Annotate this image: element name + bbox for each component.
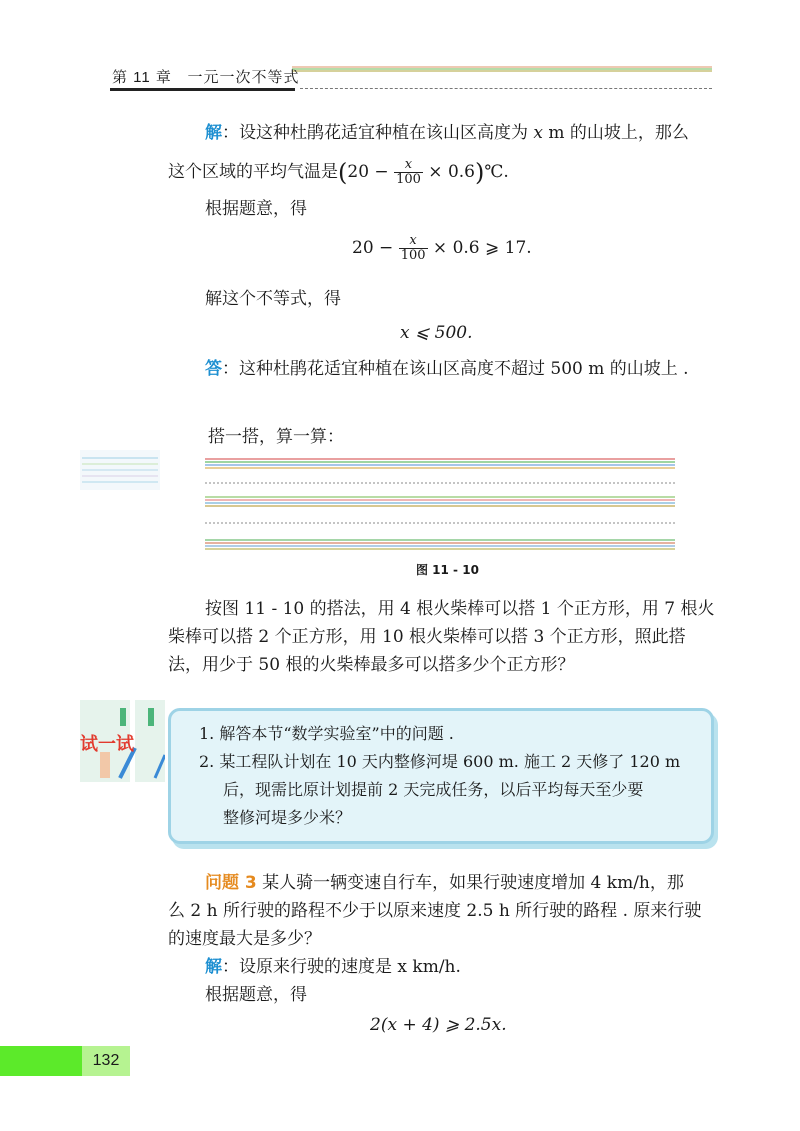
page-number: 132 [82,1046,130,1076]
matchstick-row-1 [205,459,675,468]
solve-text: 解这个不等式，得 [205,289,341,309]
figure-caption: 图 11 - 10 [416,563,479,577]
fraction-numerator: x [394,158,423,173]
solution-text: ：设这种杜鹃花适宜种植在该山区高度为 [222,123,534,143]
exercise-item-2-line-2: 后，现需比原计划提前 2 天完成任务，以后平均每天至少要 [223,780,644,799]
problem3-line-3: 的速度最大是多少？ [168,929,321,949]
side-decoration [80,450,160,490]
expr-20: 20 − [347,162,389,182]
solution-line-2 [168,156,509,189]
fraction-denominator-b: 100 [400,248,426,263]
answer-label: 答 [205,359,222,379]
ineq-20: 20 − [352,238,394,258]
fraction-x-100-b [399,234,428,263]
by-meaning-1: 根据题意，得 [205,199,307,219]
result-inequality: x ⩽ 500. [400,323,473,343]
question-line-1: 按图 11 - 10 的搭法，用 4 根火柴棒可以搭 1 个正方形，用 7 根火 [205,599,715,619]
chapter-header [112,66,299,87]
question-line-3: 法，用少于 50 根的火柴棒最多可以搭多少个正方形？ [168,655,575,675]
question-line-2: 柴棒可以搭 2 个正方形，用 10 根火柴棒可以搭 3 个正方形，照此搭 [168,627,686,647]
solution-label: 解 [205,123,222,143]
fraction-denominator: 100 [396,172,421,187]
solution-text-cont: m 的山坡上，那么 [543,123,689,143]
exercise-item-2-line-1: 2. 某工程队计划在 10 天内整修河堤 600 m. 施工 2 天修了 120 m [199,752,681,771]
problem3-by-meaning: 根据题意，得 [205,985,307,1005]
header-divider [300,88,712,89]
unit-celsius: ℃. [484,162,509,182]
try-it-label: 试一试 [80,734,134,755]
problem3-label: 问题 3 [205,873,257,893]
exercise-box [168,708,714,844]
answer-line [205,356,689,382]
header-underline [110,88,295,91]
fraction-numerator-b: x [399,234,428,249]
expr-times: × 0.6 [428,162,475,182]
problem3-solution-label: 解 [205,957,222,977]
problem3-solution-text: ：设原来行驶的速度是 x km/h. [222,957,461,977]
paren-close: ) [474,158,485,187]
matchstick-row-2 [205,497,675,506]
answer-text: ：这种杜鹃花适宜种植在该山区高度不超过 500 m 的山坡上 . [222,359,689,379]
problem3-line-1 [205,870,684,896]
problem3-inequality: 2(x + 4) ⩾ 2.5x. [370,1015,507,1035]
solution-line-1 [205,120,689,146]
figure-heading: 搭一搭，算一算： [208,427,344,447]
avg-temp-text: 这个区域的平均气温是 [168,162,338,182]
paren-open: ( [338,158,348,187]
page-number-bar [0,1046,82,1076]
matchstick-row-3 [205,540,675,549]
chapter-title: 一元一次不等式 [187,69,300,86]
try-it-decoration [80,700,165,782]
fraction-x-100 [394,158,423,187]
matchstick-figure [205,455,680,555]
inequality-1 [352,232,532,264]
problem3-line-2: 么 2 h 所行驶的路程不少于以原来速度 2.5 h 所行驶的路程 . 原来行驶 [168,901,702,921]
exercise-item-2-line-3: 整修河堤多少米？ [223,808,352,827]
variable-x: x [533,123,543,143]
problem3-solution [205,954,461,980]
exercise-item-1: 1. 解答本节“数学实验室”中的问题 . [199,724,454,743]
ineq-rest: × 0.6 ⩾ 17. [432,238,532,258]
chapter-number: 第 11 章 [112,69,172,86]
problem3-text: 某人骑一辆变速自行车，如果行驶速度增加 4 km/h，那 [256,873,684,893]
